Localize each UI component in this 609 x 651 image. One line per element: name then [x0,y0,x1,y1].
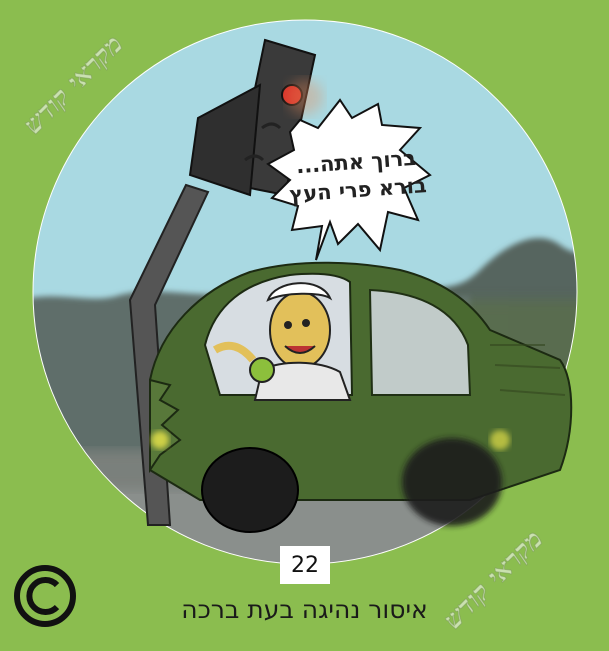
speech-line-2: בורא פרי העץ [288,173,428,207]
speech-line-1: ברוך אתה... [295,145,417,179]
watermark-top-left: מקראי קודש [18,29,130,141]
card-number-badge: 22 [280,546,330,584]
speech-bubble-text [280,143,434,209]
watermark-bottom-right: מקראי קודש [438,524,550,636]
card-caption: איסור נהיגה בעת ברכה [181,595,428,624]
